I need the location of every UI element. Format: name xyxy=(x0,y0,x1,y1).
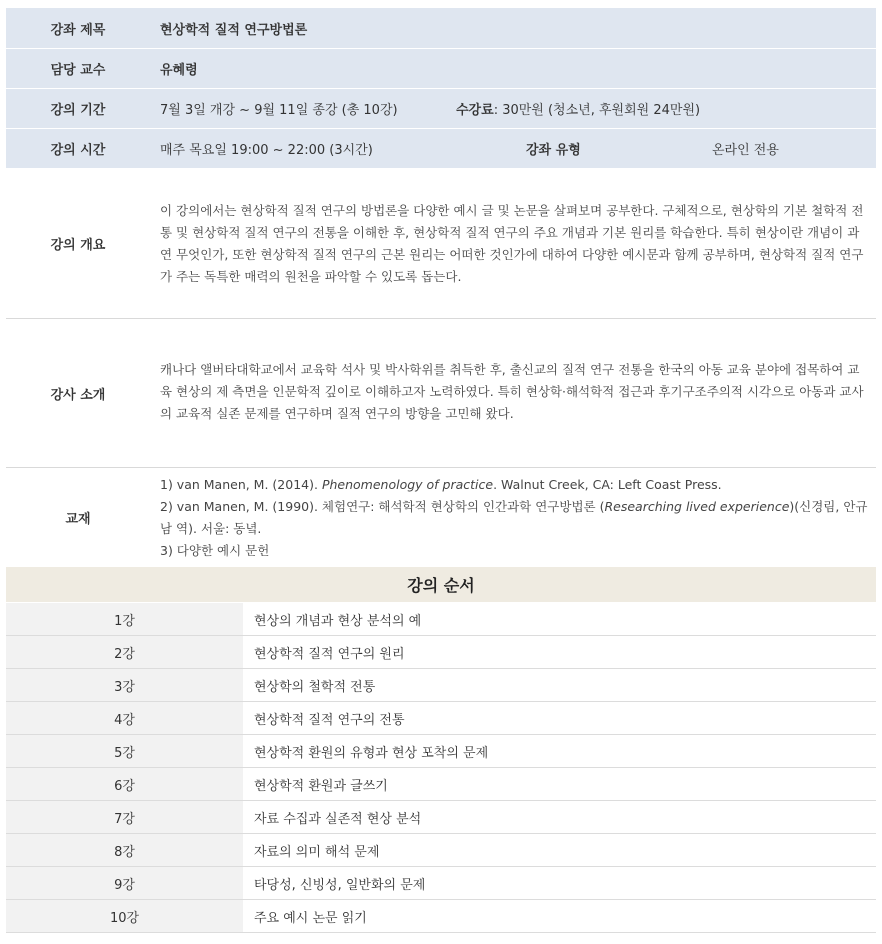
textbook-2: 2) van Manen, M. (1990). 체험연구: 해석학적 현상학의 인간과학 연구방법론 (Researching lived experience)(신경림, 안규남 역). 서울: 동녘. xyxy=(160,499,868,536)
overview-label: 강의 개요 xyxy=(50,238,106,253)
type-label: 강좌 유형 xyxy=(526,143,581,158)
schedule-heading: 강의 순서 xyxy=(6,567,876,602)
time-row xyxy=(6,129,876,169)
schedule-row xyxy=(6,603,876,636)
session-title: 현상학적 질적 연구의 원리 xyxy=(254,646,405,662)
overview-section xyxy=(6,169,876,319)
instructor-intro-label: 강사 소개 xyxy=(50,387,106,403)
fee-value: : 30만원 (청소년, 후원회원 24만원) xyxy=(493,103,701,118)
textbook-2-title: Researching lived experience xyxy=(604,499,790,514)
session-title: 현상학의 철학적 전통 xyxy=(254,679,376,695)
schedule-row xyxy=(6,768,876,801)
session-title: 현상의 개념과 현상 분석의 예 xyxy=(254,613,422,629)
session-title: 타당성, 신빙성, 일반화의 문제 xyxy=(254,877,426,893)
session-title: 현상학적 환원과 글쓰기 xyxy=(254,778,388,794)
schedule-row xyxy=(6,735,876,768)
schedule-row xyxy=(6,867,876,900)
session-title: 자료의 의미 해석 문제 xyxy=(254,844,380,860)
schedule-row xyxy=(6,801,876,834)
time-value: 매주 목요일 19:00 ~ 22:00 (3시간) xyxy=(160,143,373,158)
schedule-row xyxy=(6,702,876,735)
course-title-label: 강좌 제목 xyxy=(50,22,106,38)
session-number: 6강 xyxy=(6,768,243,800)
course-title-row xyxy=(6,8,876,49)
period-label: 강의 기간 xyxy=(50,103,106,118)
fee-info xyxy=(456,89,700,128)
period-value: 7월 3일 개강 ~ 9월 11일 종강 (총 10강) xyxy=(160,103,398,118)
course-title-value: 현상학적 질적 연구방법론 xyxy=(160,22,308,38)
schedule-row xyxy=(6,900,876,933)
instructor-value: 유혜령 xyxy=(160,63,198,78)
instructor-row xyxy=(6,49,876,89)
session-number: 10강 xyxy=(6,900,243,932)
schedule-row xyxy=(6,669,876,702)
session-number: 2강 xyxy=(6,636,243,668)
fee-label: 수강료 xyxy=(456,103,494,118)
session-number: 9강 xyxy=(6,867,243,899)
instructor-intro-section xyxy=(6,319,876,468)
session-number: 7강 xyxy=(6,801,243,833)
textbook-1-title: Phenomenology of practice xyxy=(321,477,494,492)
instructor-intro-text: 캐나다 앨버타대학교에서 교육학 석사 및 박사학위를 취득한 후, 출신교의 질적 연구 전통을 한국의 아동 교육 분야에 접목하여 교육 현상의 제 측면을 인문학적 깊이로 이해하고자 노력하였다. 특히 현상학·해석학적 접근과 후기구조주의적 시각으로 아동과 교사의 교육적 실존 문제를 연구하며 질적 연구의 방향을 고민해 왔다. xyxy=(160,362,864,421)
session-number: 4강 xyxy=(6,702,243,734)
textbooks-section xyxy=(6,468,876,567)
textbook-1: 1) van Manen, M. (2014). Phenomenology of practice. Walnut Creek, CA: Left Coast Press. xyxy=(160,477,722,492)
schedule-row xyxy=(6,636,876,669)
session-number: 3강 xyxy=(6,669,243,701)
period-row xyxy=(6,89,876,129)
instructor-label: 담당 교수 xyxy=(50,63,106,78)
session-number: 1강 xyxy=(6,603,243,635)
schedule-row xyxy=(6,834,876,867)
type-value: 온라인 전용 xyxy=(712,143,779,158)
session-number: 8강 xyxy=(6,834,243,866)
session-title: 현상학적 질적 연구의 전통 xyxy=(254,712,405,728)
overview-text: 이 강의에서는 현상학적 질적 연구의 방법론을 다양한 예시 글 및 논문을 살펴보며 공부한다. 구체적으로, 현상학의 기본 철학적 전통 및 현상학적 질적 연구의 전통을 이해한 후, 현상학적 질적 연구의 주요 개념과 기본 원리를 학습한다. 특히 현상이란 개념이 과연 무엇인가, 또한 현상학적 질적 연구의 근본 원리는 어떠한 것인가에 대하여 다양한 예시문과 함께 공부하며, 현상학적 질적 연구가 주는 독특한 매력의 원천을 파악할 수 있도록 돕는다. xyxy=(160,203,864,284)
textbook-3: 3) 다양한 예시 문헌 xyxy=(160,543,270,558)
time-label: 강의 시간 xyxy=(50,143,106,158)
session-title: 주요 예시 논문 읽기 xyxy=(254,910,367,926)
textbooks-list xyxy=(160,474,868,562)
session-title: 자료 수집과 실존적 현상 분석 xyxy=(254,811,422,827)
textbooks-label: 교재 xyxy=(65,512,91,527)
session-title: 현상학적 환원의 유형과 현상 포착의 문제 xyxy=(254,745,489,761)
session-number: 5강 xyxy=(6,735,243,767)
